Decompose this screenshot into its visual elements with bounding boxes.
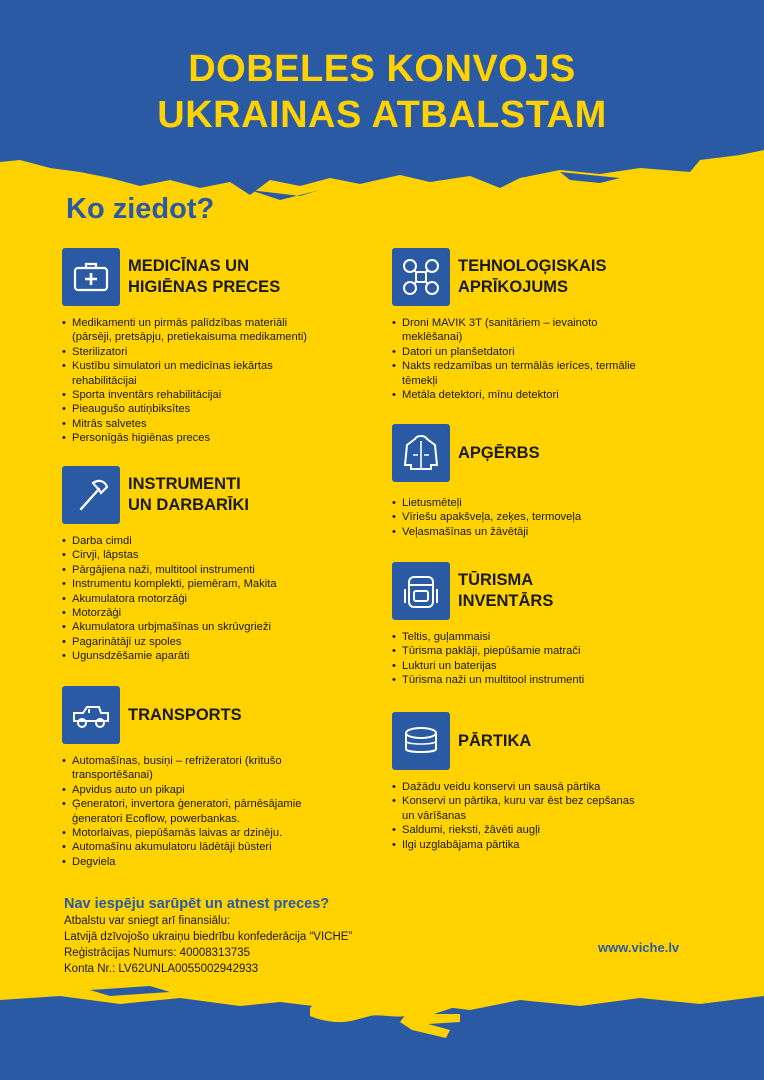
donation-question: Nav iespēju sarūpēt un atnest preces? [64,896,330,912]
title-line-1: DOBELES KONVOJS [188,48,576,90]
list-item: • Akumulatora motorzāģi [62,592,382,606]
list-item: • Sterilizatori [62,345,382,359]
list-item: • Kustību simulatori un medicīnas iekārtas rehabilitācijai [62,359,382,388]
list-item: • Ilgi uzglabājama pārtika [392,838,712,852]
hands-illustration [300,968,470,1048]
section-title: APĢĒRBS [458,443,540,462]
list-item: • Datori un planšetdatori [392,345,712,359]
tin-can-icon [392,712,450,770]
section-title: TRANSPORTS [128,705,242,724]
section-tourism [392,562,712,688]
list-item: • Sporta inventārs rehabilitācijai [62,388,382,402]
donation-line-1: Atbalstu var sniegt arī finansiālu: [64,915,231,927]
donation-line-4: Konta Nr.: LV62UNLA0055002942933 [64,963,259,975]
list-item: • Veļasmašīnas un žāvētāji [392,525,712,539]
list-item: • Pieaugušo autiņbiksītes [62,402,382,416]
item-list [392,316,712,402]
subtitle: Ko ziedot? [66,193,215,225]
list-item: • Instrumentu komplekti, piemēram, Makita [62,577,382,591]
title-line-2: UKRAINAS ATBALSTAM [157,94,607,136]
list-item: • Saldumi, rieksti, žāvēti augļi [392,823,712,837]
donation-line-2: Latvijā dzīvojošo ukraiņu biedrību konfederācija “VICHE” [64,931,353,943]
list-item: • Automašīnas, busiņi – refrižeratori (kritušo transportēšanai) [62,754,382,783]
section-title: PĀRTIKA [458,731,532,750]
list-item: • Motorlaivas, piepūšamās laivas ar dzinēju. [62,826,382,840]
list-item: • Cirvji, lāpstas [62,548,382,562]
section-title: TŪRISMA INVENTĀRS [458,571,554,610]
medical-kit-icon [62,248,120,306]
list-item: • Konservi un pārtika, kuru var ēst bez cepšanas un vārīšanas [392,794,712,823]
list-item: • Tūrisma naži un multitool instrumenti [392,673,712,687]
donation-line-3: Reģistrācijas Numurs: 40008313735 [64,947,251,959]
section-tech [392,248,712,402]
drone-icon [392,248,450,306]
section-title: MEDICĪNAS UN HIGIĒNAS PRECES [128,257,281,296]
list-item: • Pārgājiena naži, multitool instrumenti [62,563,382,577]
website-link[interactable]: www.viche.lv [598,940,680,955]
donation-info [64,895,352,977]
list-item: • Automašīnu akumulatoru lādētāji būsteri [62,840,382,854]
list-item: • Ģeneratori, invertora ģeneratori, pārnēsājamie ģeneratori Ecoflow, powerbankas. [62,797,382,826]
jeep-icon [62,686,120,744]
list-item: • Motorzāģi [62,606,382,620]
list-item: • Teltis, guļammaisi [392,630,712,644]
axe-icon [62,466,120,524]
list-item: • Ugunsdzēšamie aparāti [62,649,382,663]
list-item: • Mitrās salvetes [62,417,382,431]
item-list [392,630,712,688]
section-title: INSTRUMENTI UN DARBARĪKI [128,475,249,514]
list-item: • Vīriešu apakšveļa, zeķes, termoveļa [392,510,712,524]
list-item: • Dažādu veidu konservi un sausā pārtika [392,780,712,794]
item-list [62,534,382,664]
item-list [392,496,712,539]
section-title: TEHNOLOĢISKAIS APRĪKOJUMS [458,257,607,296]
list-item: • Medikamenti un pirmās palīdzības materiāli (pārsēji, pretsāpju, pretiekaisuma medikamenti) [62,316,382,345]
item-list [62,316,382,446]
section-food [392,712,712,852]
list-item: • Lietusmēteļi [392,496,712,510]
item-list [392,780,712,852]
section-medical [62,248,382,446]
list-item: • Tūrisma paklāji, piepūšamie matrači [392,644,712,658]
list-item: • Lukturi un baterijas [392,659,712,673]
list-item: • Metāla detektori, mīnu detektori [392,388,712,402]
list-item: • Apvidus auto un pikapi [62,783,382,797]
list-item: • Pagarinātāji uz spoles [62,635,382,649]
section-tools [62,466,382,664]
page-title [0,46,764,138]
list-item: • Darba cimdi [62,534,382,548]
list-item: • Akumulatora urbjmašīnas un skrūvgrieži [62,620,382,634]
list-item: • Droni MAVIK 3T (sanitāriem – ievainoto meklēšanai) [392,316,712,345]
item-list [62,754,382,869]
list-item: • Nakts redzamības un termālās ierīces, termālie tēmekļi [392,359,712,388]
section-clothing [392,424,712,539]
list-item: • Personīgās higiēnas preces [62,431,382,445]
jacket-icon [392,424,450,482]
backpack-icon [392,562,450,620]
list-item: • Degviela [62,855,382,869]
section-transport [62,686,382,869]
